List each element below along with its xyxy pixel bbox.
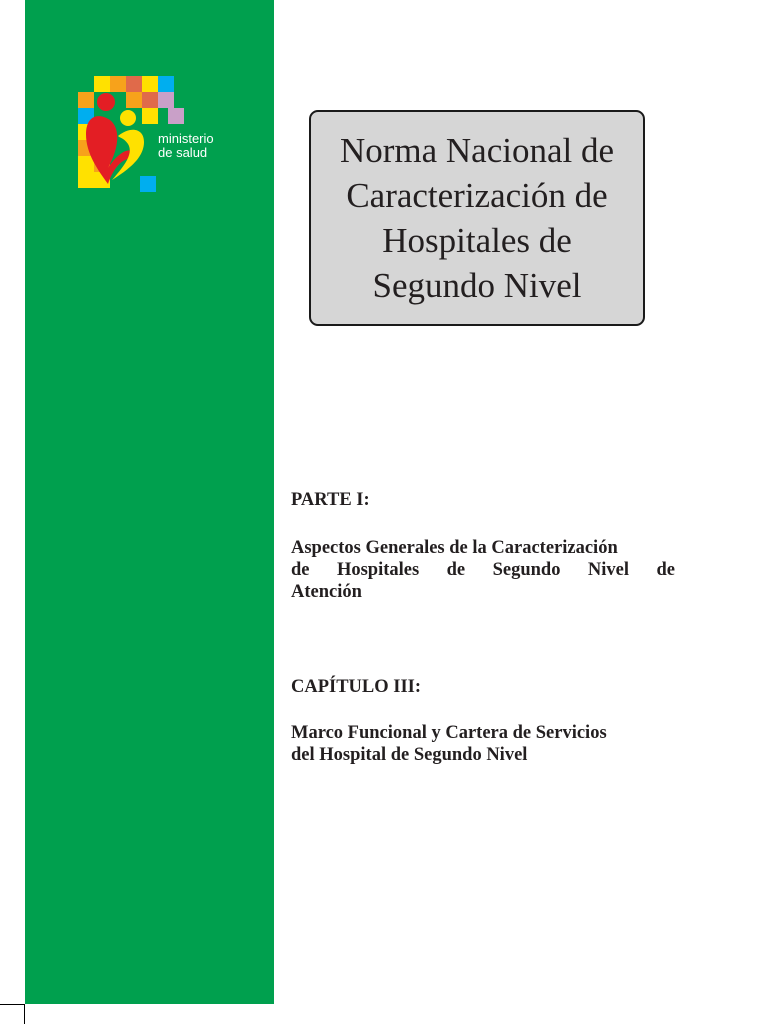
title-line-4: Segundo Nivel xyxy=(372,266,582,305)
parte-heading: PARTE I: xyxy=(291,490,370,510)
title-line-2: Caracterización de xyxy=(346,176,608,215)
logo-text-line1: ministerio xyxy=(158,131,214,146)
capitulo-description-line-2: del Hospital de Segundo Nivel xyxy=(291,745,528,765)
logo-text-line2: de salud xyxy=(158,145,208,160)
logo-text xyxy=(158,132,214,160)
capitulo-description xyxy=(291,722,675,766)
parte-description-line-1: Aspectos Generales de la Caracterización xyxy=(291,538,618,558)
ministerio-de-salud-logo xyxy=(78,76,238,198)
document-title xyxy=(340,128,614,308)
parte-description-line-3: Atención xyxy=(291,582,362,602)
title-line-3: Hospitales de xyxy=(382,221,572,260)
document-title-box xyxy=(309,110,645,326)
capitulo-description-line-1: Marco Funcional y Cartera de Servicios xyxy=(291,723,607,743)
title-line-1: Norma Nacional de xyxy=(339,131,615,170)
capitulo-heading: CAPÍTULO III: xyxy=(291,677,422,697)
parte-description-line-2: de Hospitales de Segundo Nivel de xyxy=(291,560,675,580)
parte-description xyxy=(291,537,675,603)
crop-mark xyxy=(0,1004,25,1024)
